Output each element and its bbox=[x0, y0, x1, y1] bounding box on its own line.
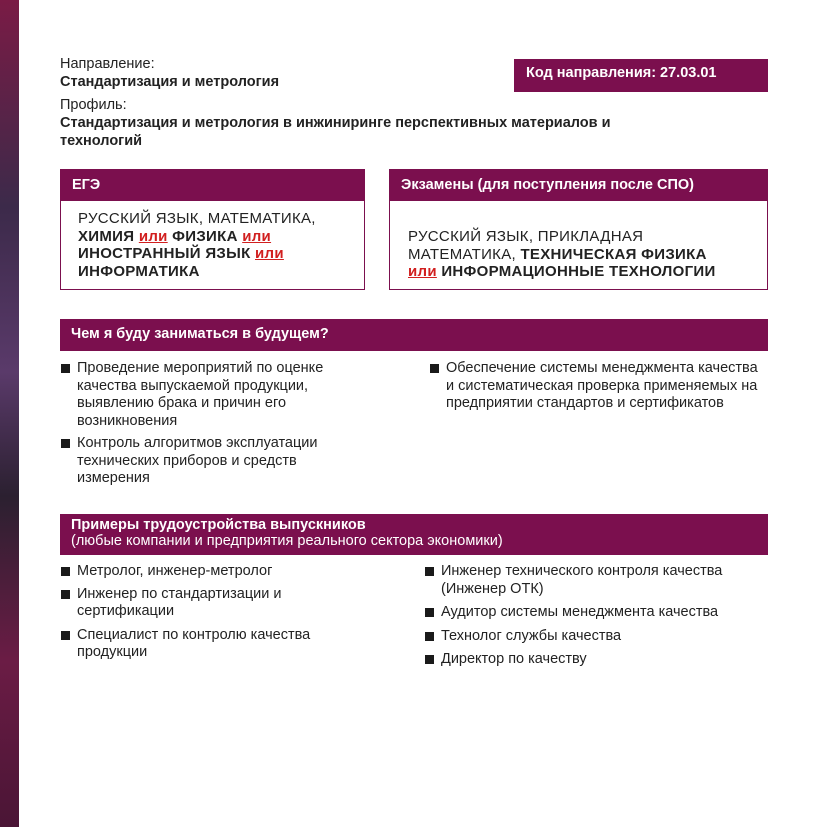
jobs-section-subtitle: (любые компании и предприятия реального сектора экономики) bbox=[71, 533, 503, 549]
spo-line-3 bbox=[408, 263, 767, 281]
bullet-square-icon bbox=[61, 439, 70, 448]
direction-value: Стандартизация и метрология bbox=[60, 74, 280, 90]
bullet-square-icon bbox=[425, 655, 434, 664]
ege-line-2 bbox=[78, 228, 364, 246]
spo-line-2 bbox=[408, 246, 767, 264]
list-item: Инженер по стандартизации и сертификации bbox=[60, 586, 360, 621]
future-list-left bbox=[60, 360, 360, 488]
left-edge-photo-strip bbox=[0, 0, 19, 827]
ege-line-1: РУССКИЙ ЯЗЫК, МАТЕМАТИКА, bbox=[78, 210, 316, 227]
ege-subject-foreign-language: ИНОСТРАННЫЙ ЯЗЫК bbox=[78, 245, 251, 262]
bullet-square-icon bbox=[430, 364, 439, 373]
ege-subject-chemistry: ХИМИЯ bbox=[78, 227, 135, 245]
list-item: Проведение мероприятий по оценке качества выпускаемой продукции, выявлению брака и причин его возникновения bbox=[60, 360, 360, 430]
ege-or-1: или bbox=[138, 227, 168, 245]
ege-subjects bbox=[61, 201, 364, 280]
jobs-list-left bbox=[60, 563, 360, 662]
future-list-right bbox=[429, 360, 767, 413]
spo-exams-title: Экзамены (для поступления после СПО) bbox=[390, 170, 767, 201]
jobs-section-header bbox=[60, 514, 768, 555]
spo-line-1: РУССКИЙ ЯЗЫК, ПРИКЛАДНАЯ bbox=[408, 228, 644, 245]
list-item: Обеспечение системы менеджмента качества и систематическая проверка применяемых на предприятии стандартов и сертификатов bbox=[429, 360, 767, 413]
future-section-title: Чем я буду заниматься в будущем? bbox=[71, 326, 329, 342]
spo-subject-it: ИНФОРМАЦИОННЫЕ ТЕХНОЛОГИИ bbox=[441, 263, 716, 280]
bullet-square-icon bbox=[61, 364, 70, 373]
ege-subject-informatics: ИНФОРМАТИКА bbox=[78, 262, 200, 280]
list-item: Аудитор системы менеджмента качества bbox=[424, 604, 767, 622]
spo-or-1: или bbox=[408, 263, 437, 280]
jobs-section-title: Примеры трудоустройства выпускников bbox=[71, 517, 366, 533]
direction-label: Направление: bbox=[60, 56, 155, 72]
ege-line-4 bbox=[78, 263, 364, 281]
bullet-square-icon bbox=[425, 567, 434, 576]
ege-line-3 bbox=[78, 245, 364, 263]
bullet-square-icon bbox=[61, 567, 70, 576]
list-item: Технолог службы качества bbox=[424, 628, 767, 646]
list-item: Метролог, инженер-метролог bbox=[60, 563, 360, 581]
profile-value-line2: технологий bbox=[60, 133, 143, 149]
spo-subject-math: МАТЕМАТИКА, bbox=[408, 245, 521, 263]
direction-code-badge: Код направления: 27.03.01 bbox=[514, 59, 768, 92]
ege-box bbox=[60, 169, 365, 290]
bullet-square-icon bbox=[61, 631, 70, 640]
ege-title: ЕГЭ bbox=[61, 170, 364, 201]
spo-exams-box bbox=[389, 169, 768, 290]
ege-subject-physics: ФИЗИКА bbox=[172, 227, 238, 245]
future-section-header bbox=[60, 319, 768, 351]
bullet-square-icon bbox=[425, 608, 434, 617]
jobs-list-right bbox=[424, 563, 767, 669]
profile-label: Профиль: bbox=[60, 97, 127, 113]
spo-subject-tech-physics: ТЕХНИЧЕСКАЯ ФИЗИКА bbox=[520, 245, 707, 263]
list-item: Директор по качеству bbox=[424, 651, 767, 669]
list-item: Контроль алгоритмов эксплуатации технических приборов и средств измерения bbox=[60, 435, 360, 488]
bullet-square-icon bbox=[425, 632, 434, 641]
ege-or-2: или bbox=[242, 227, 272, 245]
list-item: Инженер технического контроля качества (Инженер ОТК) bbox=[424, 563, 767, 598]
bullet-square-icon bbox=[61, 590, 70, 599]
list-item: Специалист по контролю качества продукции bbox=[60, 627, 360, 662]
profile-value-line1: Стандартизация и метрология в инжиниринге перспективных материалов и bbox=[60, 115, 611, 131]
spo-subjects bbox=[390, 201, 767, 281]
ege-or-3: или bbox=[255, 245, 284, 262]
